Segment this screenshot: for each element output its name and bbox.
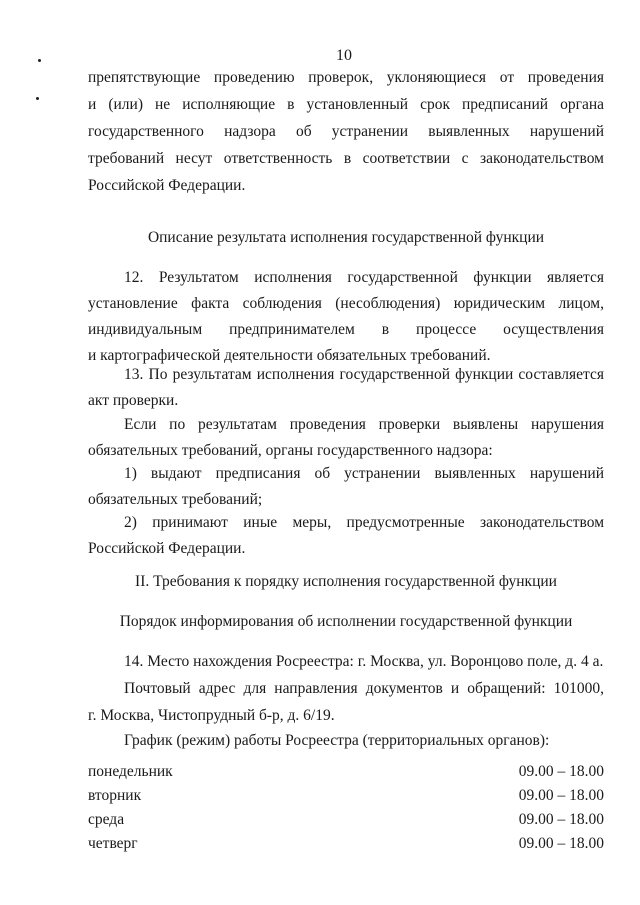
text-line: индивидуальным предпринимателем в процессе осуществления — [88, 321, 604, 338]
text-line: установление факта соблюдения (несоблюдения) юридическим лицом, — [88, 295, 604, 312]
schedule-row — [88, 834, 604, 854]
schedule-day: четверг — [88, 835, 138, 852]
schedule-day: среда — [88, 811, 125, 828]
text-line: г. Москва, Чистопрудный б-р, д. 6/19. — [88, 707, 335, 724]
text-line: График (режим) работы Росреестра (территориальных органов): — [124, 732, 550, 749]
text-line: и (или) не исполняющие в установленный срок предписаний органа — [88, 96, 604, 113]
text-line: Российской Федерации. — [88, 177, 246, 194]
text-line: и картографической деятельности обязательных требований. — [88, 347, 491, 364]
heading-text: Порядок информирования об исполнении государственной функции — [119, 613, 573, 630]
schedule-time: 09.00 – 18.00 — [518, 835, 604, 852]
text-line: Почтовый адрес для направления документов и обращений: 101000, — [124, 680, 604, 697]
schedule-time: 09.00 – 18.00 — [518, 787, 604, 804]
text-line: препятствующие проведению проверок, уклоняющиеся от проведения — [88, 69, 604, 86]
schedule-day: понедельник — [88, 763, 173, 780]
heading-text: Описание результата исполнения государственной функции — [147, 229, 545, 246]
text-line: 14. Место нахождения Росреестра: г. Москва, ул. Воронцово поле, д. 4 а. — [124, 653, 604, 670]
text-line: Российской Федерации. — [88, 540, 246, 557]
text-line: акт проверки. — [88, 392, 179, 409]
schedule-time: 09.00 – 18.00 — [518, 763, 604, 780]
text-line: 1) выдают предписания об устранении выявленных нарушений — [124, 465, 604, 482]
text-line: государственного надзора об устранении выявленных нарушений — [88, 123, 604, 140]
scan-speck — [36, 97, 39, 100]
text-line: требований несут ответственность в соответствии с законодательством — [88, 150, 604, 167]
schedule-row — [88, 786, 604, 806]
heading-text: II. Требования к порядку исполнения государственной функции — [135, 573, 557, 590]
schedule-day: вторник — [88, 787, 142, 804]
schedule-time: 09.00 – 18.00 — [518, 811, 604, 828]
text-line: обязательных требований, органы государственного надзора: — [88, 442, 493, 459]
text-line: 2) принимают иные меры, предусмотренные законодательством — [124, 514, 604, 531]
schedule-row — [88, 810, 604, 830]
text-line: 12. Результатом исполнения государственной функции является — [124, 269, 604, 286]
text-line: Если по результатам проведения проверки выявлены нарушения — [124, 416, 604, 433]
text-line: обязательных требований; — [88, 491, 263, 508]
page-number: 10 — [336, 47, 352, 64]
text-line: 13. По результатам исполнения государственной функции составляется — [124, 366, 604, 383]
schedule-row — [88, 762, 604, 782]
